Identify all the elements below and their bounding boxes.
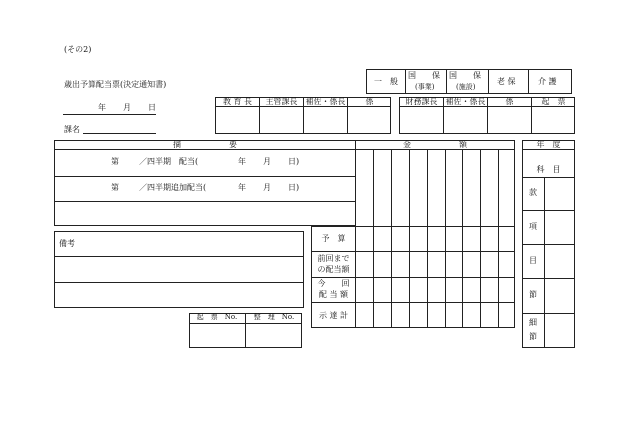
row-day: 日) bbox=[288, 183, 300, 192]
approval-left-1: 主管課長 bbox=[265, 97, 298, 106]
notified-total-label: 示 達 計 bbox=[318, 311, 349, 320]
approval-right-3: 起 票 bbox=[541, 97, 566, 106]
category-divider bbox=[528, 69, 529, 94]
approval-right-2: 係 bbox=[505, 97, 514, 106]
kan-field[interactable] bbox=[545, 178, 574, 209]
current-allocation-label: 今 回 bbox=[317, 279, 350, 288]
summary-header: 摘 要 bbox=[173, 140, 237, 149]
year-label: 年 bbox=[98, 103, 106, 112]
budget-label: 予 算 bbox=[321, 234, 346, 243]
stamp-slot[interactable] bbox=[532, 107, 575, 133]
category-care[interactable]: 介 護 bbox=[538, 77, 557, 86]
amount-header: 金 額 bbox=[403, 140, 467, 149]
saisetsu-label: 細 bbox=[529, 318, 537, 327]
stamp-slot[interactable] bbox=[400, 107, 443, 133]
previous-allocation-label-2: の配当額 bbox=[317, 265, 350, 274]
current-allocation-label-2: 配 当 額 bbox=[318, 290, 349, 299]
kou-field[interactable] bbox=[545, 211, 574, 243]
stamp-slot[interactable] bbox=[216, 107, 259, 133]
category-nat-insurance-facility-sub: (施設) bbox=[456, 83, 476, 91]
fiscal-year-header: 年 度 bbox=[536, 140, 561, 149]
category-divider bbox=[446, 69, 447, 94]
category-nat-insurance-business[interactable]: 国 保 bbox=[408, 71, 440, 80]
row-month: 月 bbox=[263, 183, 271, 192]
moku-field[interactable] bbox=[545, 245, 574, 277]
page-number: (その2) bbox=[64, 45, 92, 54]
category-divider bbox=[488, 69, 489, 94]
approval-right-0: 財務課長 bbox=[405, 97, 438, 106]
stamp-slot[interactable] bbox=[444, 107, 487, 133]
section-label: 課名 bbox=[64, 125, 80, 134]
remarks-label: 備考 bbox=[59, 239, 75, 248]
row-label: ／四半期追加配当( bbox=[139, 183, 207, 192]
approval-left-0: 教 育 長 bbox=[222, 97, 253, 106]
remarks-line bbox=[54, 282, 304, 283]
previous-allocation-label: 前回まで bbox=[317, 254, 350, 263]
row-day: 日) bbox=[288, 157, 300, 166]
draft-number-label: 起 票 No. bbox=[196, 313, 238, 321]
row-year: 年 bbox=[238, 157, 246, 166]
section-underline bbox=[83, 133, 156, 134]
process-number-label: 整 理 No. bbox=[253, 313, 295, 321]
category-nat-insurance-facility[interactable]: 国 保 bbox=[449, 71, 481, 80]
kan-label: 款 bbox=[529, 188, 537, 197]
summary-row-line bbox=[54, 176, 356, 177]
process-number-field[interactable] bbox=[246, 324, 301, 347]
category-nat-insurance-business-sub: (事業) bbox=[415, 83, 435, 91]
stamp-slot[interactable] bbox=[488, 107, 531, 133]
summary-header-line bbox=[54, 149, 356, 150]
moku-label: 目 bbox=[529, 256, 537, 265]
draft-number-field[interactable] bbox=[190, 324, 245, 347]
stamp-slot[interactable] bbox=[304, 107, 347, 133]
day-label: 日 bbox=[148, 103, 156, 112]
approval-left-2: 補佐・係長 bbox=[305, 97, 346, 106]
row-prefix: 第 bbox=[111, 157, 119, 166]
row-month: 月 bbox=[263, 157, 271, 166]
setsu-field[interactable] bbox=[545, 279, 574, 312]
subject-label: 科 目 bbox=[536, 165, 561, 174]
summary-blank-row[interactable] bbox=[55, 202, 355, 225]
date-underline bbox=[63, 114, 156, 115]
category-elderly[interactable]: 老 保 bbox=[497, 77, 516, 86]
saisetsu-field[interactable] bbox=[545, 314, 574, 347]
saisetsu-label-2: 節 bbox=[529, 332, 537, 341]
kou-label: 項 bbox=[529, 222, 537, 231]
remarks-box[interactable] bbox=[54, 231, 304, 308]
fiscal-year-field[interactable] bbox=[523, 150, 574, 164]
form-title: 歳出予算配当票(決定通知書) bbox=[64, 80, 167, 89]
approval-right-1: 補佐・係長 bbox=[445, 97, 486, 106]
remarks-line bbox=[54, 256, 304, 257]
stamp-slot[interactable] bbox=[260, 107, 303, 133]
row-prefix: 第 bbox=[111, 183, 119, 192]
row-year: 年 bbox=[238, 183, 246, 192]
category-divider bbox=[405, 69, 406, 94]
row-label: ／四半期 配当( bbox=[139, 157, 199, 166]
amount-entry-cells[interactable] bbox=[356, 150, 514, 327]
month-label: 月 bbox=[123, 103, 131, 112]
stamp-slot[interactable] bbox=[348, 107, 391, 133]
setsu-label: 節 bbox=[529, 290, 537, 299]
category-general[interactable]: 一 般 bbox=[374, 77, 398, 86]
approval-left-3: 係 bbox=[365, 97, 374, 106]
